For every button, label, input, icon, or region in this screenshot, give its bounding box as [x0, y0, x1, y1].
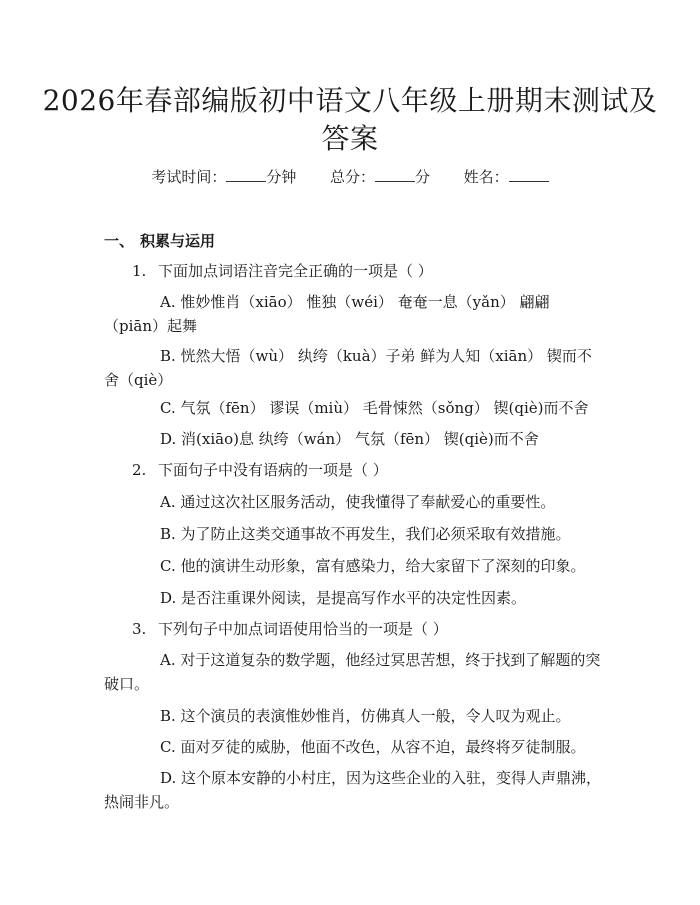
section-heading — [104, 230, 215, 251]
score-unit: 分 — [415, 168, 431, 186]
time-label: 考试时间： — [151, 168, 227, 186]
question-3-option-c: C. 面对歹徒的威胁，他面不改色，从容不迫，最终将歹徒制服。 — [160, 738, 586, 756]
time-blank — [226, 167, 266, 182]
question-number: 1. — [132, 262, 147, 280]
question-3-option-a: A. 对于这道复杂的数学题，他经过冥思苦想，终于找到了解题的突破口。 — [104, 651, 601, 693]
question-1-option-b: B. 恍然大悟（wù） 纨绔（kuà）子弟 鲜为人知（xiān） 锲而不舍（qiè） — [104, 347, 592, 389]
question-2-option-c: C. 他的演讲生动形象，富有感染力，给大家留下了深刻的印象。 — [160, 557, 586, 575]
question-3-stem — [132, 618, 448, 640]
question-2-option-d: D. 是否注重课外阅读，是提高写作水平的决定性因素。 — [160, 589, 527, 607]
question-1-option-d: D. 消(xiāo)息 纨绔（wán） 气氛（fēn） 锲(qiè)而不舍 — [160, 430, 539, 448]
section-title: 积累与运用 — [140, 232, 216, 250]
question-2-option-a: A. 通过这次社区服务活动，使我懂得了奉献爱心的重要性。 — [160, 493, 556, 511]
exam-info-line — [0, 166, 700, 188]
name-label: 姓名： — [463, 168, 509, 186]
question-text: 下面加点词语注音完全正确的一项是（ ） — [158, 262, 433, 280]
question-2-option-b: B. 为了防止这类交通事故不再发生，我们必须采取有效措施。 — [160, 525, 571, 543]
question-text: 下列句子中加点词语使用恰当的一项是（ ） — [158, 620, 448, 638]
time-unit: 分钟 — [266, 168, 297, 186]
score-label: 总分： — [329, 168, 375, 186]
question-number: 3. — [132, 620, 147, 638]
document-title: 2026年春部编版初中语文八年级上册期末测试及答案 — [42, 84, 658, 155]
score-blank — [375, 167, 415, 182]
question-1-stem — [132, 260, 433, 282]
question-3-option-b: B. 这个演员的表演惟妙惟肖，仿佛真人一般，令人叹为观止。 — [160, 707, 571, 725]
question-text: 下面句子中没有语病的一项是（ ） — [158, 461, 388, 479]
question-1-option-c: C. 气氛（fēn） 谬误（miù） 毛骨悚然（sǒng） 锲(qiè)而不舍 — [160, 399, 589, 417]
question-3-option-d: D. 这个原本安静的小村庄，因为这些企业的入驻，变得人声鼎沸，热闹非凡。 — [104, 769, 602, 811]
name-blank — [509, 167, 549, 182]
question-number: 2. — [132, 461, 147, 479]
section-number: 一、 — [104, 232, 135, 250]
question-1-option-a: A. 惟妙惟肖（xiāo） 惟独（wéi） 奄奄一息（yǎn） 翩翩（piān）起舞 — [104, 293, 550, 335]
question-2-stem — [132, 459, 388, 481]
